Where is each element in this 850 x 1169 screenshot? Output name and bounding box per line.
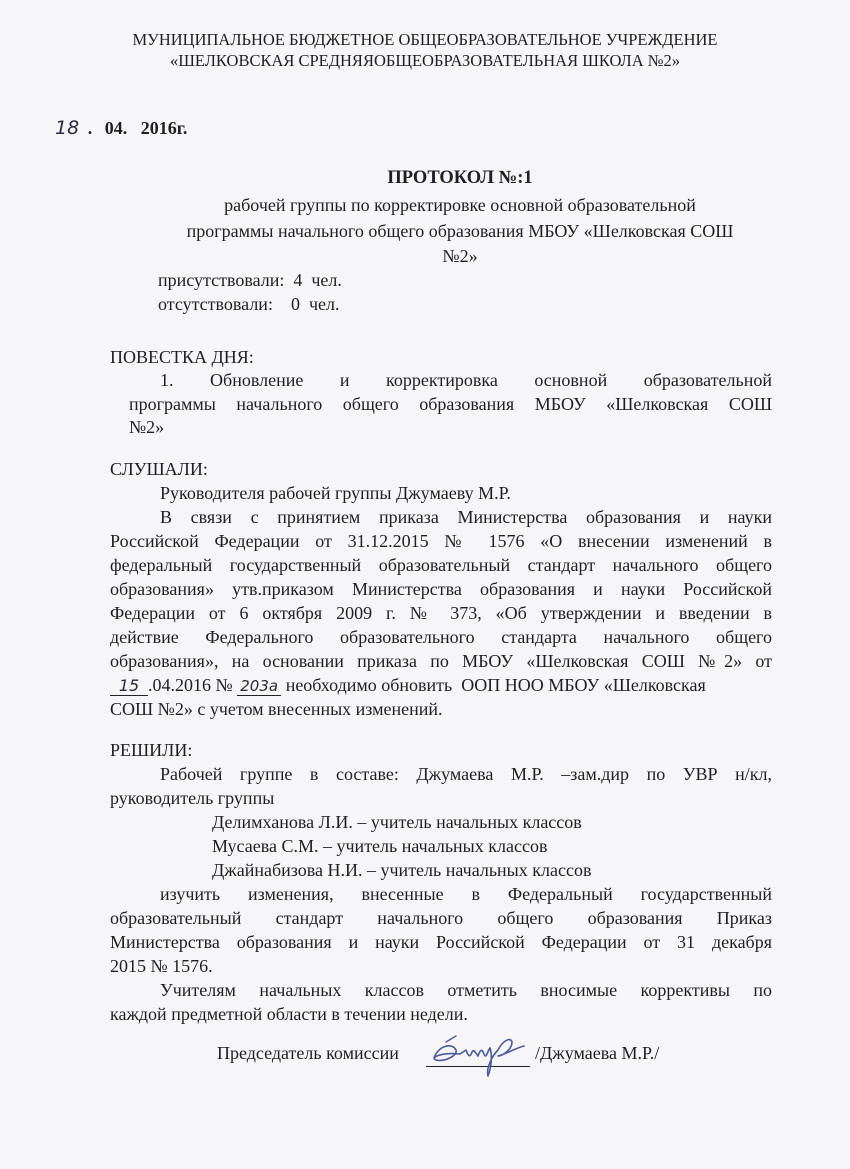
order-tail: необходимо обновить ООП НОО МБОУ «Шелковская	[285, 675, 706, 695]
absent-count: отсутствовали: 0 чел.	[158, 294, 340, 314]
agenda-heading: ПОВЕСТКА ДНЯ:	[110, 347, 254, 367]
group-member: Джайнабизова Н.И. – учитель начальных классов	[212, 860, 592, 880]
order-date: .04.2016 №	[148, 675, 233, 695]
study-line: 2015 № 1576.	[110, 956, 213, 976]
study-line: Министерства образования и науки Российской Федерации от 31 декабря	[110, 932, 772, 952]
handwritten-day: 18	[55, 117, 80, 139]
protocol-subtitle-line2: программы начального общего образования МБОУ «Шелковская СОШ	[186, 221, 734, 241]
document-date	[55, 117, 187, 139]
study-line: образовательный стандарт начального общего образования Приказ	[110, 908, 772, 928]
heard-text-line: образования», на основании приказа по МБОУ «Шелковская СОШ №2» от	[110, 651, 772, 671]
heard-heading: СЛУШАЛИ:	[110, 459, 208, 479]
heard-text-line: федеральный государственный образовательный стандарт начального общего	[110, 555, 772, 575]
heard-order-line	[110, 675, 706, 696]
heard-text-line: Федерации от 6 октября 2009 г. № 373, «Об утверждении и введении в	[110, 603, 772, 623]
decided-group-line1: Рабочей группе в составе: Джумаева М.Р. –зам.дир по УВР н/кл,	[160, 764, 772, 784]
teachers-line1: Учителям начальных классов отметить вносимые коррективы по	[160, 980, 772, 1000]
protocol-title: ПРОТОКОЛ №:1	[387, 168, 533, 188]
institution-name-line2: «ШЕЛКОВСКАЯ СРЕДНЯЯОБЩЕОБРАЗОВАТЕЛЬНАЯ ШКОЛА №2»	[169, 51, 681, 70]
signatory-name: /Джумаева М.Р./	[535, 1043, 660, 1063]
date-month-year: 04. 2016г.	[104, 118, 188, 138]
agenda-item-1-line3: №2»	[129, 417, 165, 437]
handwritten-signature	[426, 1032, 530, 1076]
agenda-item-1-line2: программы начального общего образования МБОУ «Шелковская СОШ	[129, 394, 772, 414]
protocol-subtitle-line3: №2»	[442, 246, 478, 266]
heard-text-line: В связи с принятием приказа Министерства образования и науки	[160, 507, 772, 527]
heard-text-line: Российской Федерации от 31.12.2015 № 1576 «О внесении изменений в	[110, 531, 772, 551]
date-separator: .	[87, 118, 93, 138]
study-line: изучить изменения, внесенные в Федеральный государственный	[160, 884, 772, 904]
heard-last-line: СОШ №2» с учетом внесенных изменений.	[110, 699, 443, 719]
group-member: Делимханова Л.И. – учитель начальных классов	[212, 812, 582, 832]
protocol-subtitle-line1: рабочей группы по корректировке основной образовательной	[224, 195, 696, 215]
teachers-line2: каждой предметной области в течении недели.	[110, 1004, 468, 1024]
heard-text-line: образования» утв.приказом Министерства образования и науки Российской	[110, 579, 772, 599]
handwritten-order-number: 203а	[237, 677, 281, 696]
group-member: Мусаева С.М. – учитель начальных классов	[212, 836, 548, 856]
handwritten-order-day: 15	[110, 676, 148, 696]
institution-name-line1: МУНИЦИПАЛЬНОЕ БЮДЖЕТНОЕ ОБЩЕОБРАЗОВАТЕЛЬНОЕ УЧРЕЖДЕНИЕ	[132, 30, 718, 49]
present-count: присутствовали: 4 чел.	[158, 270, 342, 290]
decided-group-line2: руководитель группы	[110, 788, 275, 808]
signature-label: Председатель комиссии	[217, 1043, 399, 1063]
heard-speaker: Руководителя рабочей группы Джумаеву М.Р.	[160, 483, 511, 503]
signature-line	[426, 1040, 530, 1067]
heard-text-line: действие Федерального образовательного стандарта начального общего	[110, 627, 772, 647]
agenda-item-1-line1: 1. Обновление и корректировка основной образовательной	[160, 370, 772, 390]
decided-heading: РЕШИЛИ:	[110, 740, 193, 760]
